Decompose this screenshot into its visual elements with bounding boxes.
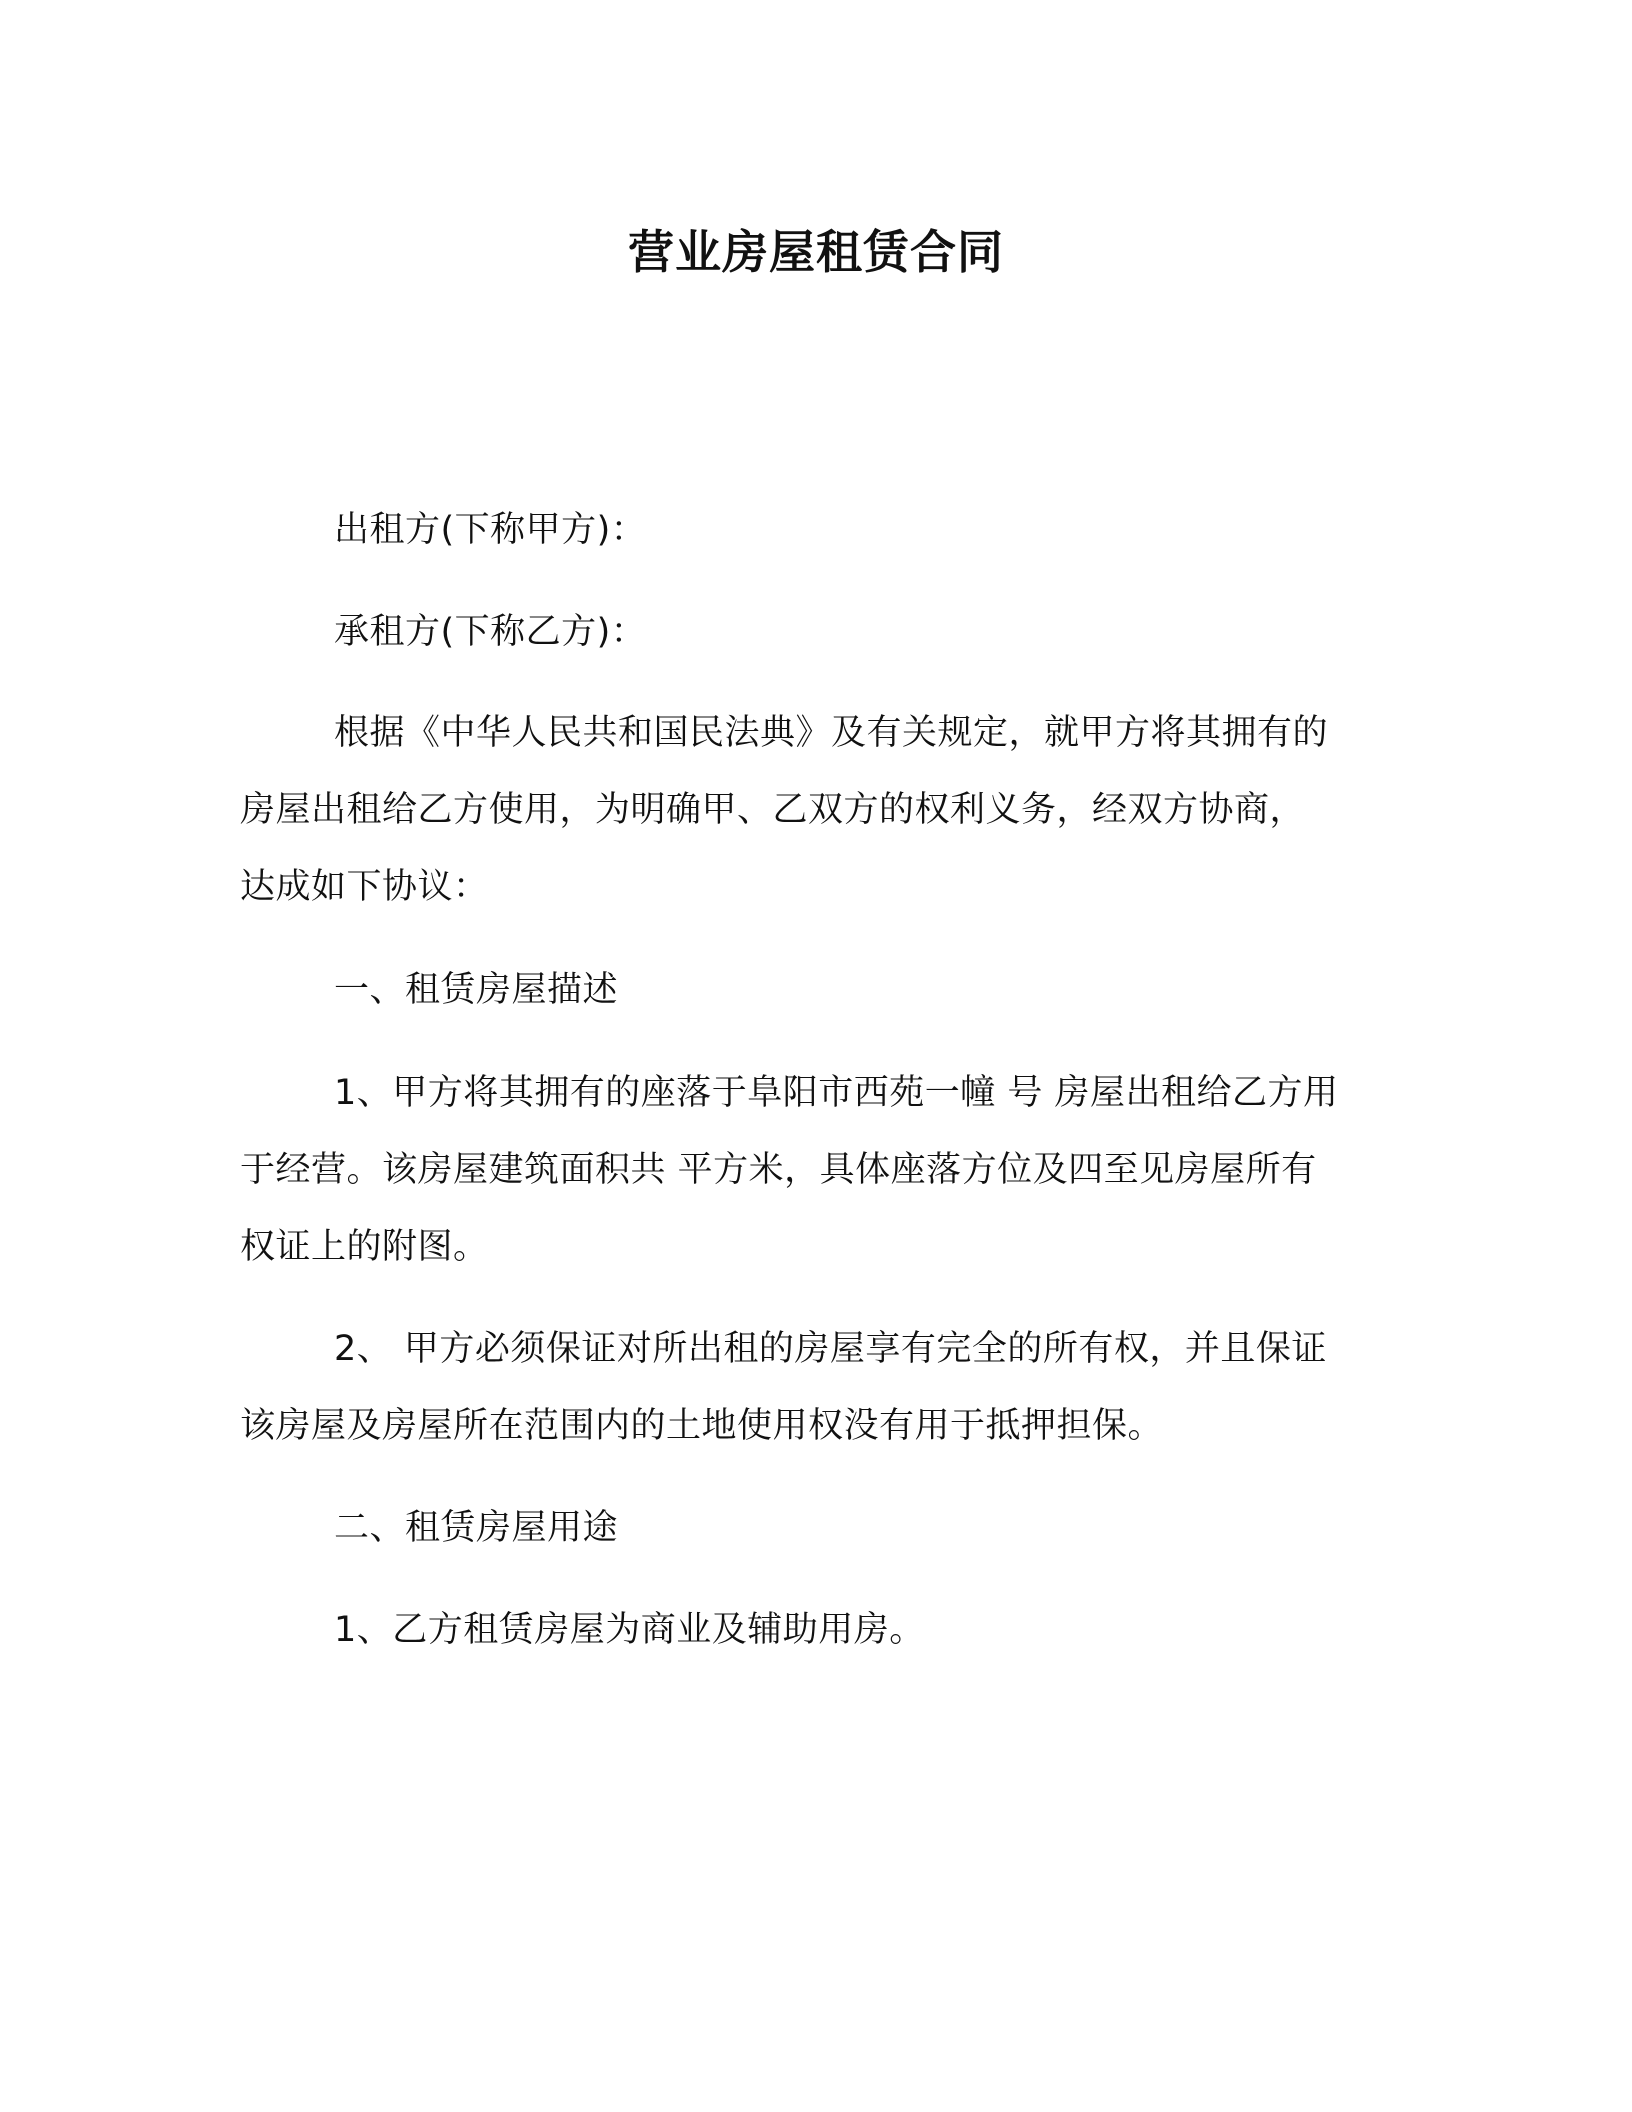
- section1-item1-line-2: 于经营。该房屋建筑面积共 平方米，具体座落方位及四至见房屋所有: [240, 1150, 1317, 1190]
- lessor-label: 出租方(下称甲方)：: [334, 510, 647, 550]
- section1-heading-text: 一、租赁房屋描述: [334, 970, 619, 1010]
- section1-item1-paragraph: [240, 1055, 1390, 1286]
- section2-heading-text: 二、租赁房屋用途: [334, 1508, 619, 1548]
- section1-item2-line-1: 2、 甲方必须保证对所出租的房屋享有完全的所有权，并且保证: [334, 1329, 1327, 1369]
- section1-item2-line-2: 该房屋及房屋所在范围内的土地使用权没有用于抵押担保。: [240, 1406, 1164, 1446]
- preamble-line-1: 根据《中华人民共和国民法典》及有关规定，就甲方将其拥有的: [334, 713, 1329, 753]
- section1-heading: [240, 952, 1390, 1029]
- section1-item1-line-3: 权证上的附图。: [240, 1227, 489, 1267]
- lessee-line: [240, 594, 1390, 671]
- section2-heading: [240, 1490, 1390, 1567]
- lessee-label: 承租方(下称乙方)：: [334, 612, 647, 652]
- lessor-line: [240, 492, 1390, 569]
- section2-item1-paragraph: [240, 1592, 1390, 1669]
- preamble-line-3: 达成如下协议：: [240, 867, 489, 907]
- preamble-line-2: 房屋出租给乙方使用，为明确甲、乙双方的权利义务，经双方协商，: [240, 790, 1306, 830]
- section1-item2-paragraph: [240, 1311, 1390, 1465]
- document-title: 营业房屋租赁合同: [628, 225, 1004, 279]
- preamble-paragraph: [240, 695, 1390, 926]
- section1-item1-line-1: 1、甲方将其拥有的座落于阜阳市西苑一幢 号 房屋出租给乙方用: [334, 1073, 1339, 1113]
- section2-item1-text: 1、乙方租赁房屋为商业及辅助用房。: [334, 1610, 925, 1650]
